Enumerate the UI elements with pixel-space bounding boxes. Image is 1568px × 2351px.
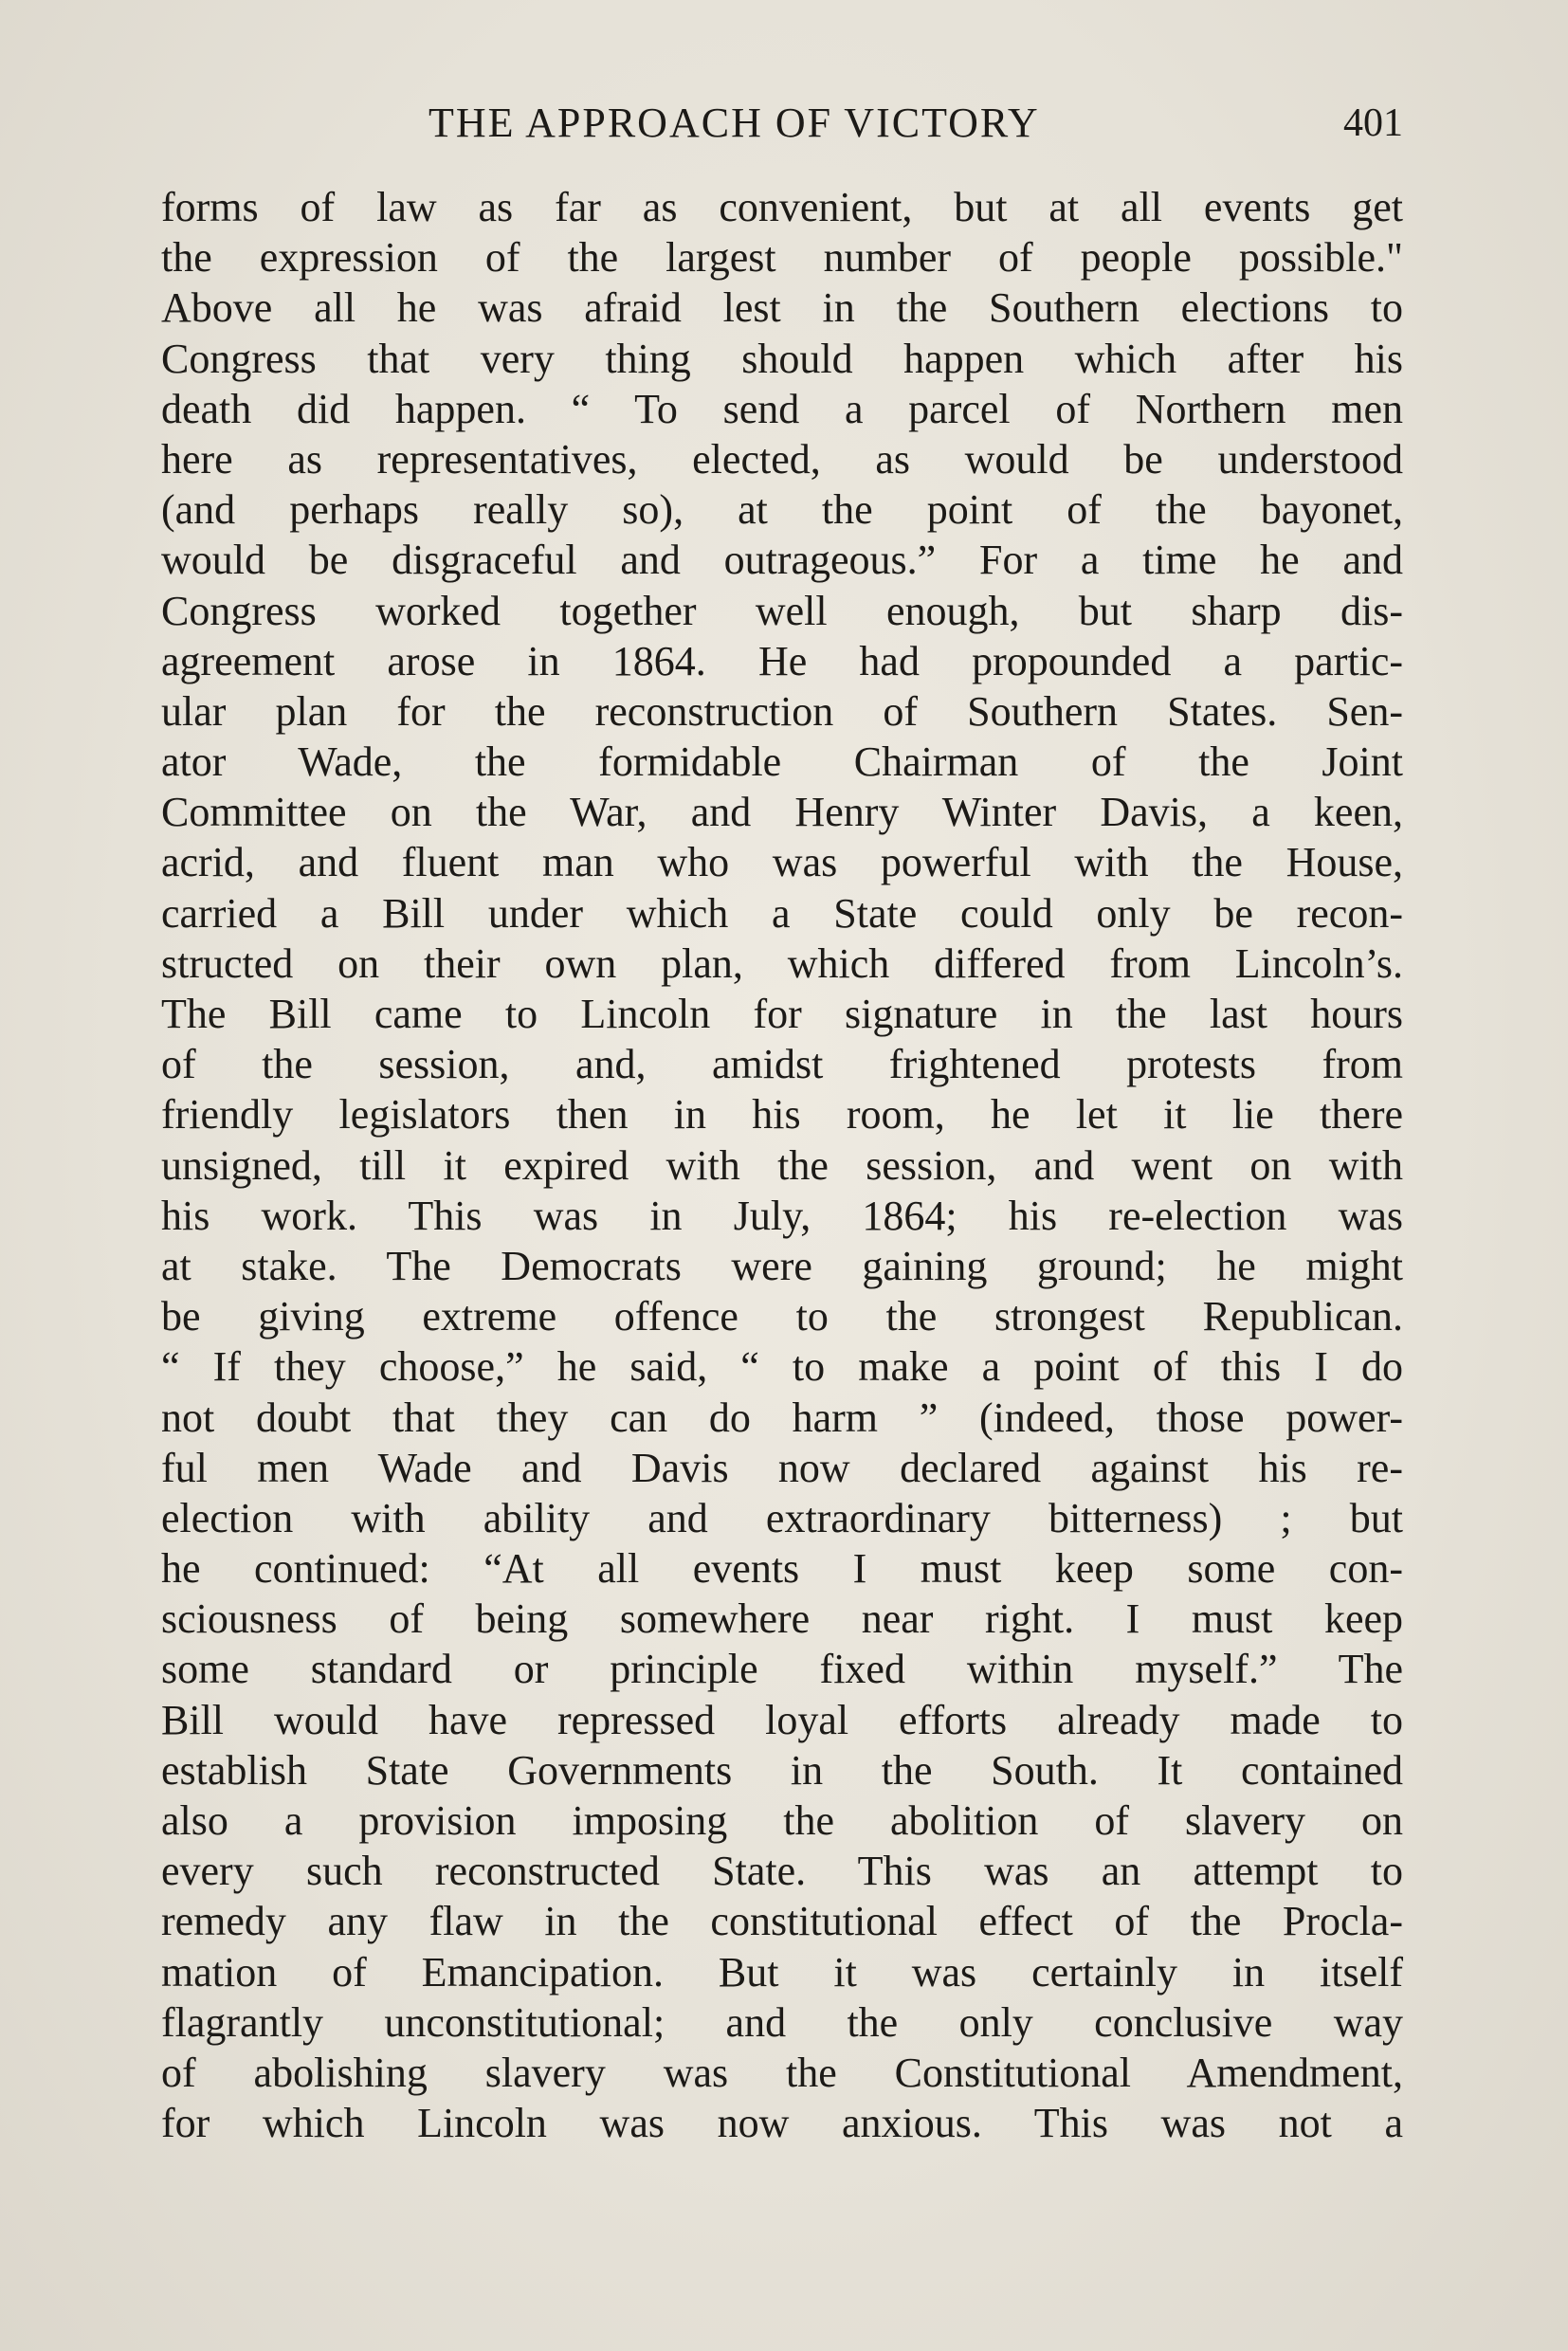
text-line: here as representatives, elected, as would be understood xyxy=(161,435,1403,483)
text-line: the expression of the largest number of people possible." xyxy=(161,234,1403,282)
text-line: also a provision imposing the abolition of slavery on xyxy=(161,1797,1403,1844)
text-line: “ If they choose,” he said, “ to make a point of this I do xyxy=(161,1343,1403,1391)
text-line: ful men Wade and Davis now declared against his re- xyxy=(161,1444,1403,1491)
text-line: mation of Emancipation. But it was certainly in itself xyxy=(161,1948,1403,1996)
text-line: agreement arose in 1864. He had propounded a partic- xyxy=(161,637,1403,684)
text-line: Committee on the War, and Henry Winter Davis, a keen, xyxy=(161,789,1403,836)
text-line: his work. This was in July, 1864; his re-election was xyxy=(161,1192,1403,1239)
text-line: not doubt that they can do harm ” (indeed, those power- xyxy=(161,1394,1403,1441)
text-line: Bill would have repressed loyal efforts already made to xyxy=(161,1696,1403,1743)
text-line: he continued: “At all events I must keep some con- xyxy=(161,1545,1403,1593)
text-line: remedy any flaw in the constitutional effect of the Procla- xyxy=(161,1898,1403,1945)
text-line: for which Lincoln was now anxious. This was not a xyxy=(161,2100,1403,2147)
page-header xyxy=(161,95,1403,152)
text-line: Congress that very thing should happen which after his xyxy=(161,335,1403,382)
running-head: THE APPROACH OF VICTORY xyxy=(428,100,1040,146)
text-line: Above all he was afraid lest in the Southern elections to xyxy=(161,284,1403,332)
text-line: acrid, and fluent man who was powerful with the House, xyxy=(161,839,1403,886)
text-line: at stake. The Democrats were gaining ground; he might xyxy=(161,1242,1403,1289)
text-line: every such reconstructed State. This was an attempt to xyxy=(161,1848,1403,1895)
text-line: would be disgraceful and outrageous.” For a time he and xyxy=(161,537,1403,584)
text-line: friendly legislators then in his room, he let it lie there xyxy=(161,1091,1403,1139)
text-line: death did happen. “ To send a parcel of Northern men xyxy=(161,385,1403,432)
text-line: of abolishing slavery was the Constitutional Amendment, xyxy=(161,2049,1403,2096)
text-line: carried a Bill under which a State could only be recon- xyxy=(161,889,1403,937)
text-line: The Bill came to Lincoln for signature in the last hours xyxy=(161,991,1403,1037)
text-line: establish State Governments in the South. It contained xyxy=(161,1746,1403,1794)
text-line: of the session, and, amidst frightened protests from xyxy=(161,1041,1403,1088)
text-line: ular plan for the reconstruction of Southern States. Sen- xyxy=(161,687,1403,735)
text-line: structed on their own plan, which differed from Lincoln’s. xyxy=(161,939,1403,987)
text-line: election with ability and extraordinary bitterness) ; but xyxy=(161,1494,1403,1541)
text-line: be giving extreme offence to the strongest Republican. xyxy=(161,1293,1403,1340)
text-line: forms of law as far as convenient, but at all events get xyxy=(161,184,1403,230)
page-number: 401 xyxy=(1343,101,1403,145)
text-line: flagrantly unconstitutional; and the only conclusive way xyxy=(161,1998,1403,2046)
body-text xyxy=(161,182,1403,2148)
text-line: unsigned, till it expired with the session, and went on with xyxy=(161,1141,1403,1189)
text-line: Congress worked together well enough, but sharp dis- xyxy=(161,587,1403,634)
text-line: ator Wade, the formidable Chairman of the Joint xyxy=(161,738,1403,786)
text-line: (and perhaps really so), at the point of the bayonet, xyxy=(161,486,1403,534)
text-line: some standard or principle fixed within myself.” The xyxy=(161,1646,1403,1693)
text-line: sciousness of being somewhere near right. I must keep xyxy=(161,1595,1403,1643)
